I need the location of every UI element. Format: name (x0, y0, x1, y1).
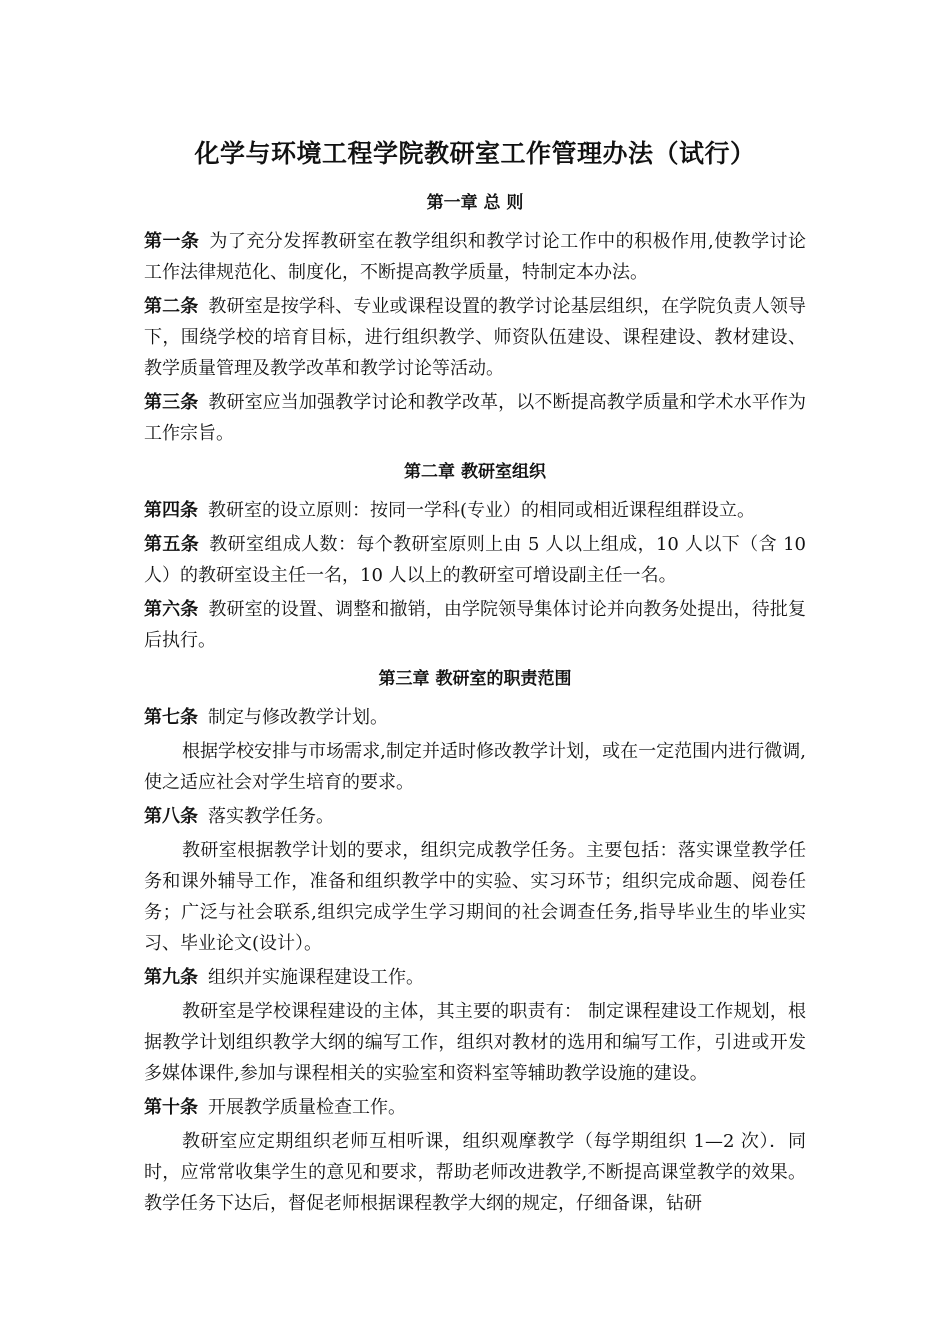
article-label: 第十条 (144, 1097, 198, 1118)
article-10 (144, 1092, 806, 1123)
article-8 (144, 801, 806, 832)
article-text: 制定与修改教学计划。 (208, 707, 388, 728)
article-1 (144, 226, 806, 288)
article-7 (144, 702, 806, 733)
article-7-body: 根据学校安排与市场需求,制定并适时修改教学计划，或在一定范围内进行微调,使之适应社会对学生培育的要求。 (144, 741, 806, 793)
article-text: 教研室是按学科、专业或课程设置的教学讨论基层组织，在学院负责人领导下，围绕学校的培育目标，进行组织教学、师资队伍建设、课程建设、教材建设、教学质量管理及教学改革和教学讨论等活动。 (144, 296, 806, 379)
article-5 (144, 529, 806, 591)
chapter-3-heading: 第三章 教研室的职责范围 (378, 669, 572, 689)
article-6 (144, 594, 806, 656)
article-label: 第一条 (144, 231, 200, 252)
article-label: 第六条 (144, 599, 199, 620)
article-text: 开展教学质量检查工作。 (208, 1097, 406, 1118)
article-3 (144, 387, 806, 449)
article-label: 第八条 (144, 806, 198, 827)
article-9-body: 教研室是学校课程建设的主体，其主要的职责有： 制定课程建设工作规划，根据教学计划组织教学大纲的编写工作，组织对教材的选用和编写工作，引进或开发多媒体课件,参加与课程相关的实验室和资料室等辅助教学设施的建设。 (144, 1001, 806, 1084)
article-text: 教研室组成人数：每个教研室原则上由 5 人以上组成，10 人以下（含 10 人）的教研室设主任一名，10 人以上的教研室可增设副主任一名。 (144, 534, 806, 586)
article-label: 第二条 (144, 296, 199, 317)
article-text: 落实教学任务。 (208, 806, 334, 827)
article-label: 第五条 (144, 534, 200, 555)
document-title: 化学与环境工程学院教研室工作管理办法（试行） (194, 139, 756, 168)
article-8-body: 教研室根据教学计划的要求，组织完成教学任务。主要包括：落实课堂教学任务和课外辅导工作，准备和组织教学中的实验、实习环节；组织完成命题、阅卷任务；广泛与社会联系,组织完成学生学习期间的社会调查任务,指导毕业生的毕业实习、毕业论文(设计）。 (144, 840, 806, 954)
article-label: 第九条 (144, 967, 198, 988)
article-text: 教研室的设置、调整和撤销，由学院领导集体讨论并向教务处提出，待批复后执行。 (144, 599, 806, 651)
article-2 (144, 291, 806, 384)
article-text: 教研室应当加强教学讨论和教学改革，以不断提高教学质量和学术水平作为工作宗旨。 (144, 392, 806, 444)
article-text: 为了充分发挥教研室在教学组织和教学讨论工作中的积极作用,使教学讨论工作法律规范化、制度化，不断提高教学质量，特制定本办法。 (144, 231, 807, 283)
article-9 (144, 962, 806, 993)
chapter-1-heading: 第一章 总 则 (426, 193, 524, 213)
article-label: 第四条 (144, 500, 198, 521)
article-text: 组织并实施课程建设工作。 (208, 967, 424, 988)
article-label: 第三条 (144, 392, 199, 413)
chapter-2-heading: 第二章 教研室组织 (404, 462, 546, 482)
article-4 (144, 495, 806, 526)
article-10-body: 教研室应定期组织老师互相听课，组织观摩教学（每学期组织 1—2 次）．同时，应常常收集学生的意见和要求，帮助老师改进教学,不断提高课堂教学的效果。教学任务下达后，督促老师根据课程教学大纲的规定，仔细备课，钻研 (144, 1131, 806, 1214)
article-text: 教研室的设立原则：按同一学科(专业）的相同或相近课程组群设立。 (208, 500, 756, 521)
article-label: 第七条 (144, 707, 198, 728)
